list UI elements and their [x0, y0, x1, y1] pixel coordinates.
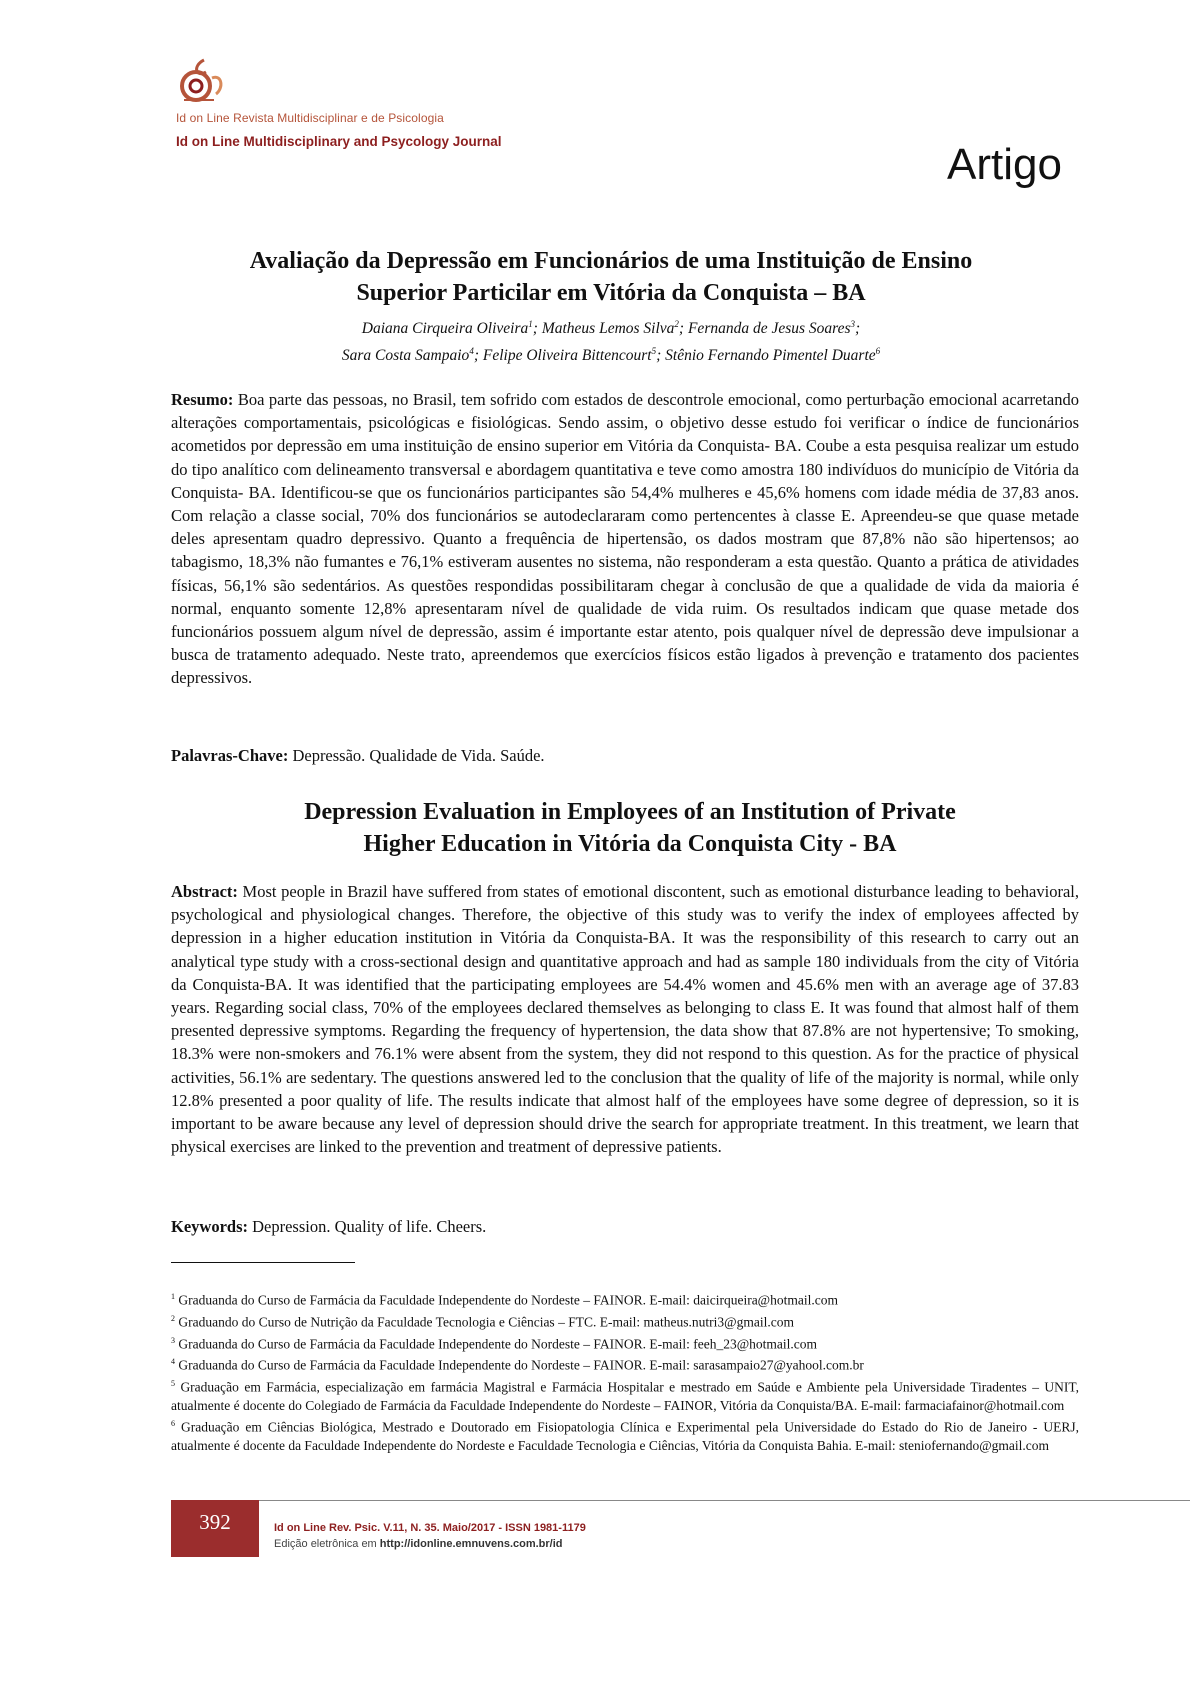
author: Daiana Cirqueira Oliveira$^1$;	[361, 319, 542, 338]
resumo-paragraph	[171, 388, 1079, 690]
footer-divider	[171, 1500, 1190, 1501]
keywords-en	[171, 1217, 1079, 1237]
journal-name-pt: Id on Line Revista Multidisciplinar e de Psicologia	[176, 111, 444, 125]
keywords-pt-label: Palavras-Chave:	[171, 746, 289, 765]
footer-edition	[274, 1538, 563, 1550]
author: Sara Costa Sampaio$^4$;	[341, 346, 483, 365]
footnote: $^2$ Graduando do Curso de Nutrição da Faculdade Tecnologia e Ciências – FTC. E-mail: matheus.nutri3@gmail.com	[171, 1313, 794, 1330]
footnotes	[171, 1288, 1079, 1455]
footnote: $^6$ Graduação em Ciências Biológica, Mestrado e Doutorado em Fisiopatologia Clínica e Experimental pela Universidade do Estado do Rio de Janeiro - UERJ, atualmente é docente da Faculdade Independente do Nordeste e Faculdade Tecnologia e Ciências, Vitória da Conquista Bahia. E-mail: steniofernando@gmail.com	[171, 1419, 1079, 1454]
author: Matheus Lemos Silva$^2$;	[541, 319, 688, 338]
footer-edition-prefix: Edição eletrônica em	[274, 1538, 380, 1550]
journal-name-en: Id on Line Multidisciplinary and Psycology Journal	[176, 134, 502, 149]
footnote: $^4$ Graduanda do Curso de Farmácia da Faculdade Independente do Nordeste – FAINOR. E-mail: sarasampaio27@yahool.com.br	[171, 1357, 864, 1373]
footnote: $^5$ Graduação em Farmácia, especialização em farmácia Magistral e Farmácia Hospitalar e mestrado em Saúde e Ambiente pela Universidade Tiradentes – UNIT, atualmente é docente do Colegiado de Farmácia da Faculdade Independente do Nordeste – FAINOR, Vitória da Conquista/BA. E-mail: farmaciafainor@hotmail.com	[171, 1379, 1079, 1413]
journal-logo-icon	[174, 56, 234, 106]
section-label: Artigo	[947, 140, 1062, 189]
author: Felipe Oliveira Bittencourt$^5$;	[482, 346, 666, 365]
author: Stênio Fernando Pimentel Duarte$^6$	[665, 346, 881, 365]
footnote-divider	[171, 1262, 355, 1263]
article-title-pt	[171, 245, 1051, 309]
footnote: $^3$ Graduanda do Curso de Farmácia da Faculdade Independente do Nordeste – FAINOR. E-mail: feeh_23@hotmail.com	[171, 1335, 817, 1352]
footnote: $^1$ Graduanda do Curso de Farmácia da Faculdade Independente do Nordeste – FAINOR. E-mail: daicirqueira@hotmail.com	[171, 1292, 838, 1308]
footer-edition-link[interactable]: http://idonline.emnuvens.com.br/id	[379, 1538, 563, 1550]
title-pt-line-1: Avaliação da Depressão em Funcionários de uma Instituição de Ensino	[249, 248, 973, 274]
resumo-label: Resumo:	[171, 390, 234, 409]
keywords-en-label: Keywords:	[171, 1217, 248, 1236]
abstract-text: Most people in Brazil have suffered from states of emotional discontent, such as emotional disturbance leading to behavioral, psychological and physiological changes. Therefore, the objective of this study was to verify the index of employees affected by depression in a higher education institution in Vitória da Conquista-BA. It was the responsibility of this research to carry out an analytical type study with a cross-sectional design and quantitative approach and had as sample 180 individuals from the city of Vitória da Conquista-BA. It was identified that the participating employees are 54.4% women and 45.6% men with an average age of 37.83 years. Regarding social class, 70% of the employees declared themselves as belonging to class E. It was found that almost half of them presented depressive symptoms. Regarding the frequency of hypertension, the data show that 87.8% are not hypertensive; To smoking, 18.3% were non-smokers and 76.1% were absent from the system, they did not respond to this question. As for the practice of physical activities, 56.1% are sedentary. The questions answered led to the conclusion that the quality of life of the majority is normal, while only 12.8% presented a poor quality of life. The results indicate that almost half of the employees have some degree of depression, so it is important to be aware because any level of depression should drive the search for appropriate treatment. In this treatment, we learn that physical exercises are linked to the prevention and treatment of depressive patients.	[171, 882, 1079, 1157]
abstract-label: Abstract:	[171, 882, 238, 901]
author: Fernanda de Jesus Soares$^3$;	[687, 319, 861, 338]
title-en-line-2: Higher Education in Vitória da Conquista City - BA	[363, 831, 897, 857]
footer-citation: Id on Line Rev. Psic. V.11, N. 35. Maio/2017 - ISSN 1981-1179	[274, 1522, 586, 1534]
title-pt-line-2: Superior Particilar em Vitória da Conquista – BA	[356, 280, 866, 306]
abstract-paragraph	[171, 880, 1079, 1158]
author-list	[171, 313, 1051, 367]
keywords-pt	[171, 746, 1079, 766]
keywords-en-text: Depression. Quality of life. Cheers.	[252, 1217, 487, 1236]
article-title-en	[200, 796, 1060, 860]
title-en-line-1: Depression Evaluation in Employees of an Institution of Private	[304, 799, 956, 825]
page-number: 392	[199, 1510, 231, 1534]
resumo-text: Boa parte das pessoas, no Brasil, tem sofrido com estados de descontrole emocional, como perturbação emocional acarretando alterações comportamentais, psicológicas e fisiológicas. Sendo assim, o objetivo desse estudo foi verificar o índice de funcionários acometidos por depressão em uma instituição de ensino superior em Vitória da Conquista- BA. Coube a esta pesquisa realizar um estudo do tipo analítico com delineamento transversal e abordagem quantitativa e teve como amostra 180 indivíduos do município de Vitória da Conquista- BA. Identificou-se que os funcionários participantes são 54,4% mulheres e 45,6% homens com idade média de 37,83 anos. Com relação a classe social, 70% dos funcionários se autodeclararam como pertencentes à classe E. Apreendeu-se que quase metade deles apresentam quadro depressivo. Quanto a frequência de hipertensão, os dados mostram que 87,8% não são hipertensos; ao tabagismo, 18,3% não fumantes e 76,1% estiveram ausentes no sistema, não responderam a esta questão. Quanto a prática de atividades físicas, 56,1% são sedentários. As questões respondidas possibilitaram chegar à conclusão de que a qualidade de vida da maioria é normal, enquanto somente 12,8% apresentaram nível de qualidade de vida ruim. Os resultados indicam que quase metade dos funcionários possuem algum nível de depressão, assim é importante estar atento, pois qualquer nível de depressão deve impulsionar a busca de tratamento adequado. Neste trato, apreendemos que exercícios físicos estão ligados à prevenção e tratamento dos pacientes depressivos.	[171, 390, 1079, 688]
keywords-pt-text: Depressão. Qualidade de Vida. Saúde.	[292, 746, 545, 765]
